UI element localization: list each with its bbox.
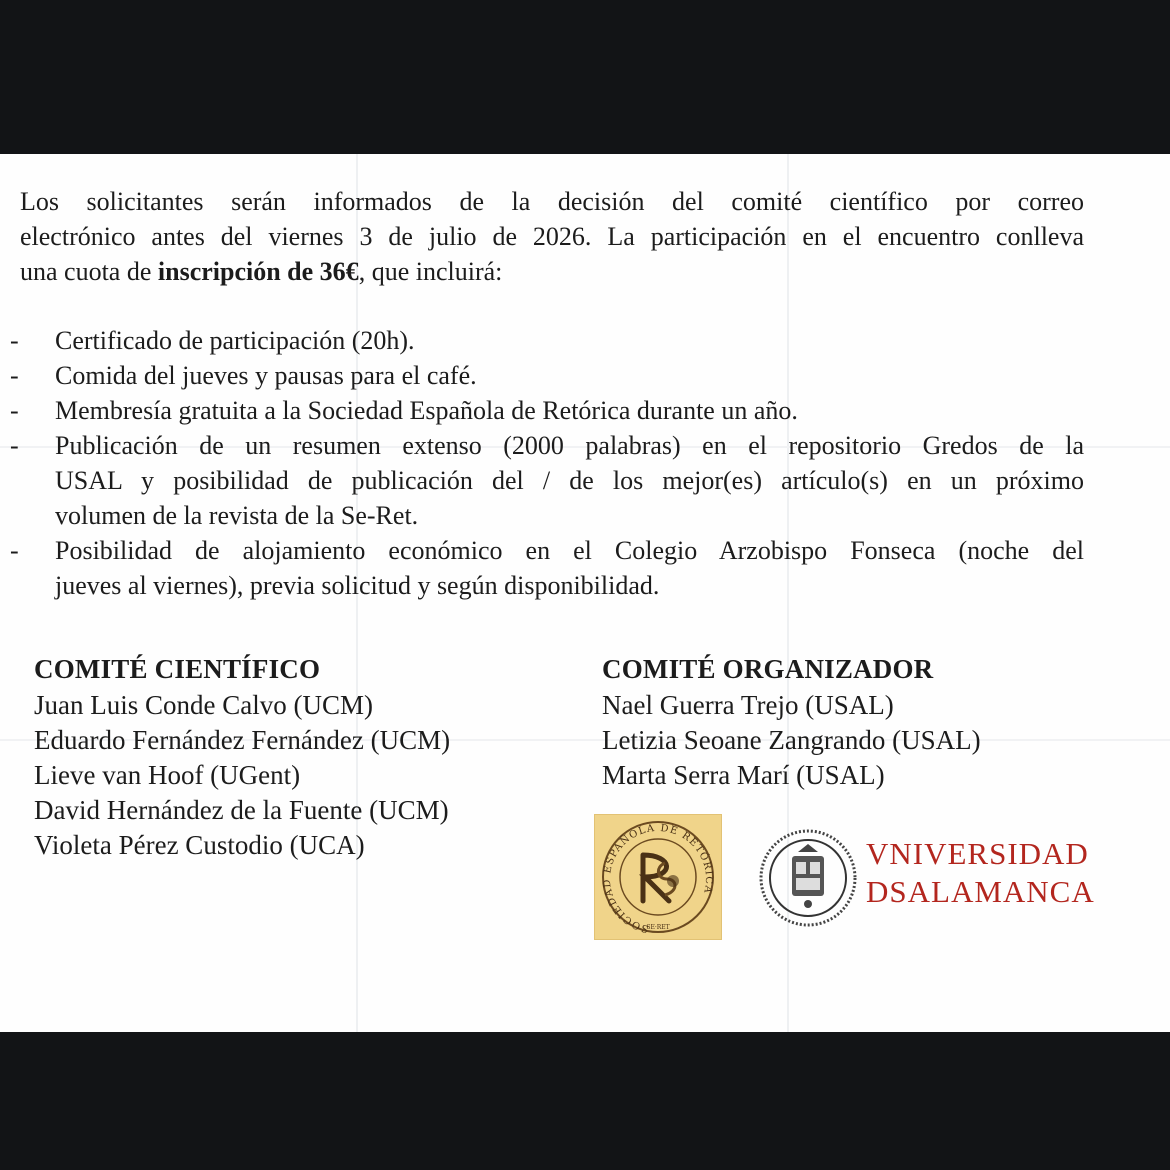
list-item-line: Membresía gratuita a la Sociedad Española de Retórica durante un año.	[55, 396, 798, 425]
committee-member: Marta Serra Marí (USAL)	[602, 760, 885, 790]
ser-ring-text: SOCIEDAD ESPAÑOLA DE RETÓRICA	[601, 822, 715, 935]
intro-paragraph	[20, 184, 1084, 289]
organizing-committee-list	[602, 688, 981, 793]
list-item	[0, 393, 1090, 428]
list-item-line: jueves al viernes), previa solicitud y según disponibilidad.	[55, 571, 660, 600]
list-dash-marker: -	[10, 396, 19, 425]
list-dash-marker: -	[10, 536, 19, 565]
fee-highlight: inscripción de 36€	[157, 257, 359, 286]
ser-base-text: SE·RET	[646, 924, 670, 931]
intro-line: Los solicitantes serán informados de la decisión del comité científico por correo	[20, 187, 1084, 216]
committee-member: David Hernández de la Fuente (UCM)	[34, 795, 449, 825]
usal-seal-icon	[758, 826, 858, 930]
list-item-text	[55, 358, 1084, 393]
universidad-salamanca-logo	[758, 826, 1095, 930]
committee-member: Violeta Pérez Custodio (UCA)	[34, 830, 365, 860]
list-item-line: Certificado de participación (20h).	[55, 326, 415, 355]
list-item-text	[55, 393, 1084, 428]
committee-member: Lieve van Hoof (UGent)	[34, 760, 301, 790]
list-item-line: USAL y posibilidad de publicación del / de los mejor(es) artículo(s) en un próximo	[55, 466, 1084, 495]
committee-member: Juan Luis Conde Calvo (UCM)	[34, 690, 373, 720]
list-item	[0, 533, 1090, 603]
sociedad-espanola-retorica-logo	[594, 814, 722, 940]
scientific-committee-title: COMITÉ CIENTÍFICO	[34, 654, 321, 684]
list-item	[0, 323, 1090, 358]
list-dash-marker: -	[10, 431, 19, 460]
list-item-line: Publicación de un resumen extenso (2000 palabras) en el repositorio Gredos de la	[55, 431, 1084, 460]
document-page	[0, 154, 1170, 1032]
list-dash-marker: -	[10, 326, 19, 355]
usal-name-line2: DSALAMANCA	[866, 874, 1095, 909]
scientific-committee-list	[34, 688, 450, 863]
list-item-text	[55, 533, 1084, 603]
intro-line: electrónico antes del viernes 3 de julio de 2026. La participación en el encuentro conlleva	[20, 222, 1084, 251]
list-item-line: volumen de la revista de la Se-Ret.	[55, 501, 419, 530]
ser-seal-icon	[595, 815, 721, 939]
list-item-text	[55, 323, 1084, 358]
committee-member: Eduardo Fernández Fernández (UCM)	[34, 725, 451, 755]
list-item-line: Comida del jueves y pausas para el café.	[55, 361, 477, 390]
intro-text: , que incluirá:	[358, 257, 503, 286]
list-dash-marker: -	[10, 361, 19, 390]
list-item-text	[55, 428, 1084, 533]
intro-text: una cuota de	[20, 257, 158, 286]
usal-name-line1: VNIVERSIDAD	[866, 836, 1089, 871]
committee-member: Nael Guerra Trejo (USAL)	[602, 690, 894, 720]
list-item-line: Posibilidad de alojamiento económico en el Colegio Arzobispo Fonseca (noche del	[55, 536, 1084, 565]
organizing-committee-title: COMITÉ ORGANIZADOR	[602, 654, 934, 684]
includes-list	[0, 323, 1090, 603]
list-item	[0, 428, 1090, 533]
committee-member: Letizia Seoane Zangrando (USAL)	[602, 725, 981, 755]
list-item	[0, 358, 1090, 393]
intro-line	[20, 254, 1084, 289]
